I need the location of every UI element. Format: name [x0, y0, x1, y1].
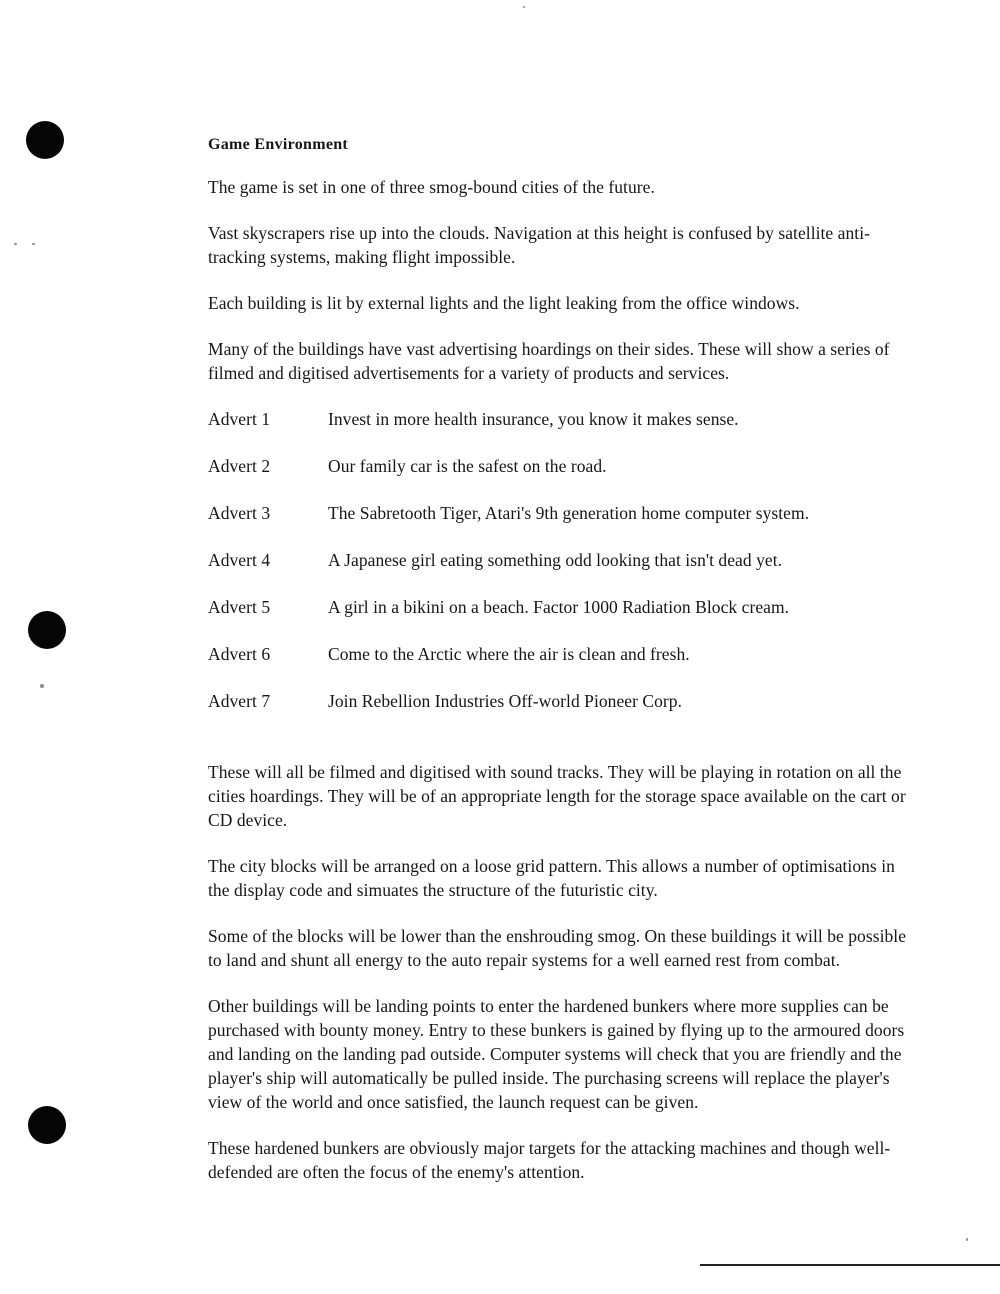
- advert-text: Join Rebellion Industries Off-world Pioneer Corp.: [328, 691, 683, 711]
- paragraph: Other buildings will be landing points to enter the hardened bunkers where more supplies can be purchased with bounty money. Entry to these bunkers is gained by flying up to the armoured doors and landing on the landing pad outside. Computer systems will check that you are friendly and the player's ship will automatically be pulled inside. The purchasing screens will replace the player's view of the world and once satisfied, the launch request can be given.: [208, 996, 905, 1112]
- advert-label: Advert 2: [208, 456, 271, 476]
- paragraph: Many of the buildings have vast advertising hoardings on their sides. These will show a series of filmed and digitised advertisements for a variety of products and services.: [208, 339, 890, 383]
- punch-hole-middle: [28, 611, 66, 649]
- advert-label: Advert 6: [208, 644, 271, 664]
- scan-speck: [32, 243, 35, 245]
- advert-row: [208, 642, 908, 689]
- advert-list: [208, 407, 908, 736]
- advert-row: [208, 548, 908, 595]
- scan-speck: [40, 684, 44, 688]
- advert-label: Advert 7: [208, 691, 271, 711]
- advert-text: Invest in more health insurance, you know it makes sense.: [328, 409, 739, 429]
- paragraph: Vast skyscrapers rise up into the clouds. Navigation at this height is confused by satellite anti-tracking systems, making flight impossible.: [208, 223, 870, 267]
- advert-row: [208, 407, 908, 454]
- document-body: [208, 133, 908, 1206]
- paragraph: These will all be filmed and digitised with sound tracks. They will be playing in rotation on all the cities hoardings. They will be of an appropriate length for the storage space available on the cart or CD device.: [208, 762, 906, 830]
- advert-label: Advert 5: [208, 597, 271, 617]
- advert-row: [208, 501, 908, 548]
- advert-text: A Japanese girl eating something odd looking that isn't dead yet.: [328, 550, 783, 570]
- footer-rule: [700, 1264, 1000, 1266]
- advert-text: A girl in a bikini on a beach. Factor 1000 Radiation Block cream.: [328, 597, 790, 617]
- scan-speck: [966, 1238, 968, 1241]
- scan-speck: [14, 243, 17, 245]
- advert-text: Our family car is the safest on the road.: [328, 456, 607, 476]
- paragraph: Each building is lit by external lights and the light leaking from the office windows.: [208, 293, 800, 313]
- advert-label: Advert 3: [208, 503, 271, 523]
- paragraph: The city blocks will be arranged on a loose grid pattern. This allows a number of optimisations in the display code and simuates the structure of the futuristic city.: [208, 856, 895, 900]
- section-heading: Game Environment: [208, 136, 349, 153]
- advert-text: Come to the Arctic where the air is clean and fresh.: [328, 644, 690, 664]
- punch-hole-bottom: [28, 1106, 66, 1144]
- paragraph: The game is set in one of three smog-bound cities of the future.: [208, 177, 655, 197]
- advert-row: [208, 689, 908, 736]
- paragraph: Some of the blocks will be lower than the enshrouding smog. On these buildings it will be possible to land and shunt all energy to the auto repair systems for a well earned rest from combat.: [208, 926, 907, 970]
- advert-label: Advert 4: [208, 550, 271, 570]
- advert-text: The Sabretooth Tiger, Atari's 9th generation home computer system.: [328, 503, 810, 523]
- paragraph: These hardened bunkers are obviously major targets for the attacking machines and though well-defended are often the focus of the enemy's attention.: [208, 1138, 891, 1182]
- advert-label: Advert 1: [208, 409, 271, 429]
- punch-hole-top: [26, 121, 64, 159]
- scan-speck: [523, 6, 525, 8]
- advert-row: [208, 595, 908, 642]
- closing-section: [208, 760, 908, 1184]
- advert-row: [208, 454, 908, 501]
